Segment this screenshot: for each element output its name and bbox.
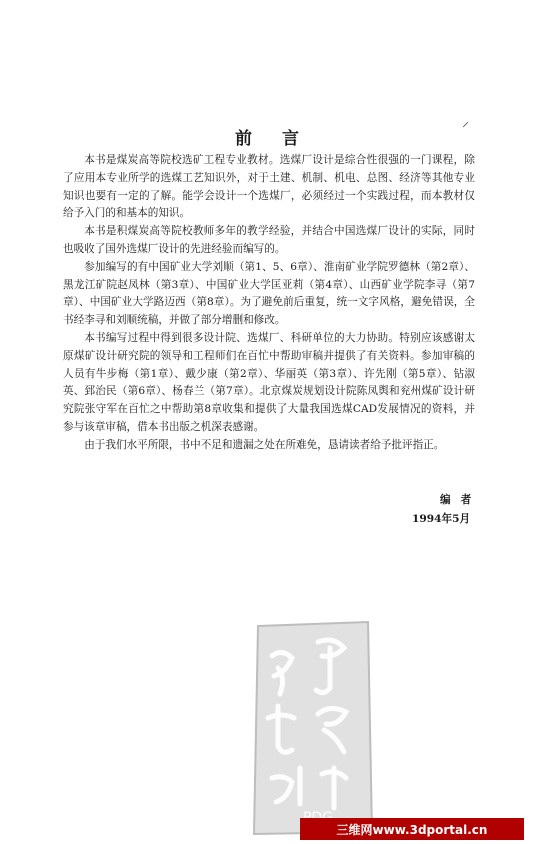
pen-mark: ⸍ — [462, 120, 469, 136]
paragraph: 参加编写的有中国矿业大学刘顺（第1、5、6章）、淮南矿业学院罗德林（第2章）、黑龙江矿院赵凤林（第3章）、中国矿业大学匡亚莉（第4章）、山西矿业学院李寻（第7章）、中国矿业大学路迈西（第8章）。为了避免前后重复，统一文字风格，避免错误，全书经李寻和刘顺统稿，并做了部分增删和修改。 — [63, 260, 475, 327]
preface-body — [63, 152, 475, 455]
paragraph: 本书是煤炭高等院校选矿工程专业教材。选煤厂设计是综合性很强的一门课程，除了应用本专业所学的选煤工艺知识外，对于土建、机制、机电、总图、经济等其他专业知识也要有一定的了解。能学会设计一个选煤厂，必须经过一个实践过程，而本教材仅给予入门的和基本的知识。 — [63, 154, 475, 220]
paragraph: 本书编写过程中得到很多设计院、选煤厂、科研单位的大力协助。特别应该感谢太原煤矿设计研究院的领导和工程师们在百忙中帮助审稿并提供了有关资料。参加审稿的人员有牛步梅（第1章）、戴少康（第2章）、华丽英（第3章）、许先刚（第5章）、钻淑英、郅治民（第6章）、杨春兰（第7章）。北京煤炭规划设计院陈凤舆和兖州煤矿设计研究院张守军在百忙之中帮助第8章收集和提供了大量我国选煤CAD发展情况的资料，并参与该章审稿，借本书出版之机深表感谢。 — [63, 331, 475, 433]
paragraph: 由于我们水平所限，书中不足和遗漏之处在所难免，恳请读者给予批评指正。 — [84, 438, 445, 451]
paragraph: 本书是积煤炭高等院校教师多年的教学经验，并结合中国选煤厂设计的实际，同时也吸收了国外选煤厂设计的先进经验而编写的。 — [63, 225, 475, 255]
site-footer-banner[interactable] — [300, 818, 524, 840]
signature: 编者 — [440, 494, 482, 506]
site-footer-text: 三维网www.3dportal.cn — [336, 822, 488, 837]
library-seal-watermark — [248, 618, 378, 838]
page-title: 前言 — [235, 129, 329, 149]
date: 1994年5月 — [412, 513, 471, 525]
